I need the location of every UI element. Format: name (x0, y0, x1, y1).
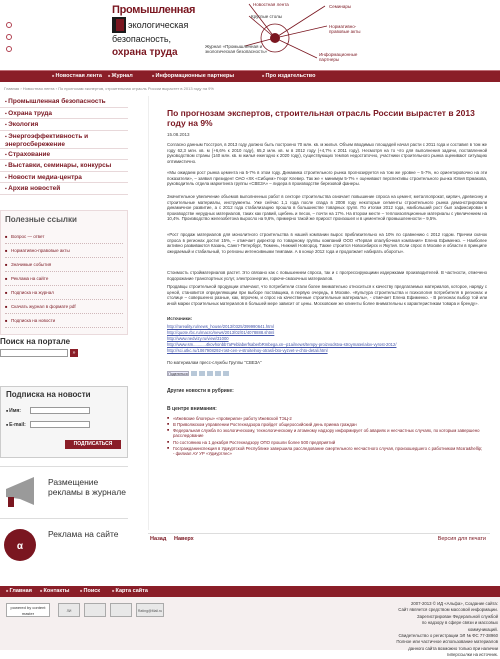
footer-nav-contacts[interactable]: ■ Контакты (40, 588, 69, 594)
sources-title: Источники: (167, 316, 193, 321)
search-button[interactable]: » (70, 349, 78, 357)
sidebar-item-media-news[interactable]: ▪ Новости медиа-центра (0, 172, 128, 184)
powered-by-badge[interactable]: powered by content master (6, 603, 50, 617)
sidebar-item-energy[interactable]: ▪ Энергоэффективность и энергосбережение (0, 131, 128, 149)
search-title: Поиск на портале (0, 337, 71, 346)
copyright-block (396, 601, 498, 659)
counter-badge[interactable]: Rating@Mail.ru (136, 603, 164, 617)
diagram-label-acts[interactable]: Нормативно-правовые акты (329, 24, 361, 34)
top-nav (0, 70, 500, 82)
useful-link-acts[interactable]: ■ Нормативно-правовые акты (5, 244, 123, 258)
copyright-line: Сайт является средством массовой информации. (398, 607, 498, 613)
share-icon[interactable] (191, 371, 197, 376)
footer-nav-home[interactable]: ■ Главная (6, 588, 32, 594)
logo-line-4: охрана труда (112, 47, 178, 58)
site-logo[interactable] (112, 2, 204, 66)
sidebar-item-exhibitions[interactable]: ▪ Выставки, семинары, конкурсы (0, 160, 128, 172)
share-bar (167, 370, 229, 376)
share-icon[interactable] (223, 371, 229, 376)
counter-badge[interactable] (110, 603, 132, 617)
copyright-line: данного сайта возможно только при наличии (408, 645, 498, 651)
source-link[interactable]: http://quote.rbc.ru/macro/news/2013/02/01/4078888.shtml (167, 330, 275, 335)
other-news-title: Другие новости в рубрике: (167, 388, 234, 394)
portal-search (0, 337, 128, 357)
search-row (0, 349, 128, 357)
copyright-line: 2007-2013 © ИД «Альфа», Создание сайта: (410, 601, 498, 606)
article-paragraph: «Мы ожидаем рост рынка цемента на 5-7% в этом году. Динамика строительного рынка прогнозируется на том же уровне – 5-7%, но ориентировочно на эти показатели», – заявил президент ОАО «ХК «Сибцем» Георг Клевер. Так же « минимум 5-7% » оценивают перспективы строительного рынка Юлия Ермакова, руководитель отдела маркетинга группы «СВЕЗА» – лидера в производстве березовой фанеры. (167, 170, 487, 187)
category-nav (0, 96, 128, 195)
nav-journal[interactable]: ■ Журнал (108, 73, 133, 79)
name-field[interactable] (30, 407, 90, 414)
sidebar-item-industrial-safety[interactable]: ▪ Промышленная безопасность (0, 96, 128, 108)
focus-item[interactable]: ■ «Ижевские блогеры» «проверили» работу Ижевской ТЭЦ-2 (173, 416, 483, 421)
promo-journal-ads-text: Размещение рекламы в журнале (48, 477, 126, 497)
sitemap-icon[interactable] (6, 46, 12, 52)
article-prepared-by: По материалам пресс-службы Группы "СВЕЗА" (167, 360, 262, 365)
useful-link-events[interactable]: ■ Значимые события (5, 258, 123, 272)
useful-link-qa[interactable]: ■ Вопрос — ответ (5, 230, 123, 244)
diagram-label-seminars[interactable]: Семинары (329, 4, 352, 9)
name-row (6, 407, 122, 414)
left-sidebar (0, 96, 128, 195)
back-link[interactable]: Назад (150, 536, 167, 542)
diagram-label-roundtables[interactable]: Круглые столы (251, 14, 283, 19)
email-label: ■ E-mail: (6, 422, 30, 428)
nav-partners[interactable]: ■ Информационные партнеры (152, 73, 234, 79)
news-subscription (0, 386, 128, 458)
sidebar-item-archive[interactable]: ▪ Архив новостей (0, 183, 128, 195)
header-diagram (205, 0, 365, 68)
promo-site-ads[interactable] (0, 518, 128, 568)
nav-about[interactable]: ■ Про издательство (262, 73, 315, 79)
article-paragraph: «Рост продаж материалов для монолитного строительства в нашей компании вырос приблизительно на 10% по сравнению с 2012 годом. Причем скачок спроса в регионах достиг 15%, – отмечает директор по товарному группы компаний ООО «Первая опалубочная компания» Елена Ефименко. – Наиболее активно развиваются Казань, Санкт-Петербург, Тюмень, Нижний Новгород. Также строится Новосибирск и Якутия. Если спрос в Москве и области в принципе ожидаемый и стабильный, то регионы интенсивными темпами. А в конце 2012 года и продолжает набирать обороты». (167, 232, 487, 254)
useful-links-title: Полезные ссылки (5, 215, 77, 224)
footer-nav (0, 586, 500, 597)
copyright-line: Полное или частичное использование материалов (396, 639, 498, 645)
print-version-link[interactable]: Версия для печати (437, 536, 486, 542)
breadcrumb[interactable]: Главная › Новостная лента › По прогнозам экспертов, строительная отрасль России вырастет в 2013 году на 9% (4, 86, 214, 91)
header-icon-column (6, 22, 14, 58)
focus-item[interactable]: ■ В Приволжском управлении Ростехнадзора пройдет общероссийский день приема граждан (173, 422, 483, 427)
focus-title: В центре внимания: (167, 406, 217, 412)
article-main (148, 96, 490, 530)
svg-text:α: α (16, 541, 24, 552)
source-link[interactable]: http://www.sm...........4kovhonbb7aPeblaberfsaberbRmbega.xn--p1ai/news/tempy-proizvodstva-stroymaterialov-vyrost-2012/ (167, 342, 397, 347)
site-footer (0, 597, 500, 658)
counter-badge[interactable] (84, 603, 106, 617)
top-link[interactable]: Наверх (174, 536, 194, 542)
sidebar-item-insurance[interactable]: ▪ Страхование (0, 149, 128, 161)
article-paragraph: Значительное увеличение объемов выполненных работ в секторе строительства означает повышение спроса на цемент, металлопрокат, кирпич, древесину и строительные материалы, инструменты. Уже сейчас 1,1 года после спада в 2008 году некоторые сегменты строительного рынка демонстрировали динамичное развитие, а с 2012 года стабилизацию прошла в большинстве товарных групп. По итогам 2012 года, наибольший рост был зафиксирован в производстве нерудных материалов, таких как гравий, щебень и песок, – почти на 17%. На втором месте – теплоизоляционные материалы с увеличением на 10,4%. Производство железобетона выросло на 9,6%, примерно такой же прирост произошел и в цементной промышленности – 9,5%. (167, 194, 487, 222)
sidebar-item-ecology[interactable]: ▪ Экология (0, 119, 128, 131)
share-button[interactable]: Поделиться (168, 371, 188, 376)
share-icon[interactable] (207, 371, 213, 376)
article-paragraph: Согласно данным Госстроя, в 2013 году должно быть построено 70 млн. кв. м жилья. Объем вводимых площадей начал расти с 2011 года и составил в том же году 62,3 млн. кв. м (+6,6% к 2010 году), 65,2 млн. кв. м в 2012 году (+4,7% к 2011 году). Несмотря на то что для выполнения задачи, поставленной руководством страны (140 млн. кв. м жилья ежегодно к 2020 году), существующих темпов недостаточно, участники строительного рынка оценивают ситуацию оптимистично. (167, 142, 487, 164)
alpha-logo-icon (2, 527, 42, 563)
subscribe-button[interactable]: ПОДПИСАТЬСЯ (65, 440, 121, 449)
mail-icon[interactable] (6, 34, 12, 40)
nav-news[interactable]: ■ Новостная лента (52, 73, 102, 79)
focus-item[interactable]: ■ Федеральная служба по экологическому, технологическому и атомному надзору информирует об авариях и несчастных случаях, по которым завершено расследование (173, 428, 483, 438)
logo-mark-inner (116, 19, 124, 31)
counter-badge[interactable]: ЛИ (58, 603, 80, 617)
logo-line-2: экологическая (128, 20, 189, 30)
useful-link-subscribe-news[interactable]: ■ Подписка на новости (5, 314, 123, 328)
useful-link-download-pdf[interactable]: ■ Скачать журнал в формате pdf (5, 300, 123, 314)
share-icon[interactable] (215, 371, 221, 376)
source-link[interactable]: http://sci.utkc.ru/1067908292-rost-cen-v-stroitelnoy-otrasli-bto-vyzvet-v-chto-detali.html (167, 348, 328, 353)
useful-link-subscribe-journal[interactable]: ■ Подписка на журнал (5, 286, 123, 300)
copyright-line: гиперссылки на источник. (446, 652, 498, 658)
focus-item[interactable]: ■ По состоянию на 1 декабря Ростехнадзору ОПО прошли более 500 предприятий (173, 440, 483, 445)
logo-line-1: Промышленная (112, 4, 196, 16)
share-icon[interactable] (199, 371, 205, 376)
article-date: 15.08.2013 (167, 132, 190, 137)
copyright-line: по надзору в сфере связи и массовых коммуникаций. (421, 620, 498, 632)
name-label: ■ Имя: (6, 408, 30, 414)
email-row (6, 421, 122, 428)
source-link[interactable]: http://www.nedvizy.ru/view/31000 (167, 336, 229, 341)
useful-links-box (0, 210, 128, 335)
article-paragraph: Стоимость стройматериалов растет. Это связано как с повышением спроса, так и с прогрессирующими издержками производителей. В частности, отмечено подорожание транспортных услуг, электроэнергии, горюче-смазочных материалов. (167, 270, 487, 281)
diagram-label-journal[interactable]: Журнал «Промышленная и экологическая безопасность» (205, 44, 268, 54)
subscription-title: Подписка на новости (6, 390, 91, 399)
sidebar-item-labor-protection[interactable]: ▪ Охрана труда (0, 108, 128, 120)
promo-site-ads-text: Реклама на сайте (48, 529, 119, 539)
search-input[interactable] (0, 349, 68, 357)
focus-item[interactable]: ■ Госгражданинспекция в Удмуртской Республике завершила расследование смертельного несчастного случая, произошедшего с работником Мозга&hellip; - филиал АУ УР «Удмуртлес» (173, 446, 483, 456)
footer-nav-search[interactable]: ■ Поиск (80, 588, 100, 594)
diagram-label-news[interactable]: Новостная лента (253, 2, 289, 7)
footer-nav-sitemap[interactable]: ■ Карта сайта (112, 588, 148, 594)
megaphone-icon (2, 475, 42, 511)
useful-link-ads[interactable]: ■ Реклама на сайте (5, 272, 123, 286)
email-field[interactable] (30, 421, 90, 428)
article-paragraph: Продавцы строительной продукции отмечают, что потребители стали более внимательно относиться к качеству предлагаемых материалов, которое, наряду с ценой, становится определяющим при выборе поставщика, в первую очередь, в Москве. «Культура строительства и психология потребителя в регионах и столице – совершенно разные, как, впрочем, и спрос на качественные строительные материалы», - отмечает Елена Ефименко. - В регионах выбор той или иной марки строительных материалов в большей мере зависит от цены. Московские же клиенты более внимательны к характеристикам товара и бренду». (167, 284, 487, 306)
article-title: По прогнозам экспертов, строительная отрасль России вырастет в 2013 году на 9% (167, 108, 475, 128)
promo-journal-ads[interactable] (0, 466, 128, 516)
copyright-line: Свидетельство о регистрации ЭЛ № ФС 77-38960 (398, 633, 498, 639)
source-link[interactable]: http://rareality.ru/news_house/2013/0325/399990641.html (167, 324, 274, 329)
site-header (0, 0, 500, 70)
home-icon[interactable] (6, 22, 12, 28)
logo-line-3: безопасность, (112, 34, 172, 44)
copyright-line: Зарегистрирован Федеральной службой (417, 613, 498, 619)
diagram-label-partners[interactable]: Информационные партнеры (319, 52, 358, 62)
article-nav-bar (148, 533, 490, 542)
